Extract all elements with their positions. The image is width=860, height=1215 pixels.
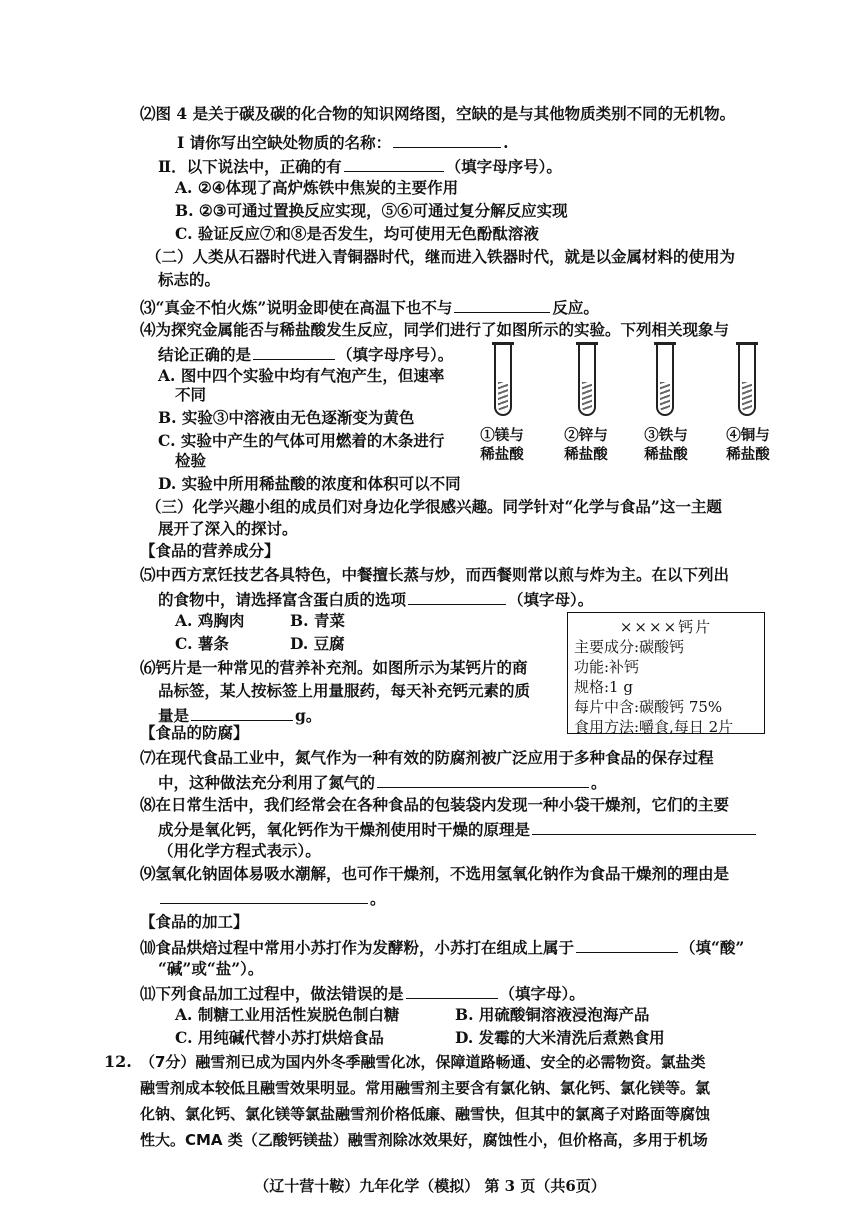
page-footer: （辽十营十鞍）九年化学（模拟） 第 3 页（共6页） <box>254 1177 606 1195</box>
q6-stem-line3: 量是 g。 <box>158 706 322 725</box>
q6-answer-blank[interactable] <box>191 704 293 721</box>
test-tube-1 <box>494 344 512 416</box>
q2-part-ii: Ⅱ．以下说法中，正确的有 （填字母序号）。 <box>158 157 562 176</box>
q11-option-a: A. 制糖工业用活性炭脱色制白糖 <box>175 1005 400 1024</box>
q8-stem-line1: ⑻在日常生活中，我们经常会在各种食品的包装袋内发现一种小袋干燥剂，它们的主要 <box>140 795 730 814</box>
q4-stem-line1: ⑷为探究金属能否与稀盐酸发生反应，同学们进行了如图所示的实验。下列相关现象与 <box>140 320 730 339</box>
q11-stem: ⑾下列食品加工过程中，做法错误的是 （填字母）。 <box>140 984 585 1003</box>
q2-option-b: B. ②③可通过置换反应实现，⑤⑥可通过复分解反应实现 <box>175 201 568 220</box>
q5-option-c: C. 薯条 <box>175 634 229 653</box>
calcium-label-ingredient: 主要成分:碳酸钙 <box>574 638 685 656</box>
calcium-label-title: ××××钙片 <box>619 618 713 636</box>
q7-stem-line1: ⑺在现代食品工业中，氮气作为一种有效的防腐剂被广泛应用于多种食品的保存过程 <box>140 748 714 767</box>
q7-stem-line2: 中，这种做法充分利用了氮气的 。 <box>158 773 607 792</box>
calcium-label-usage: 食用方法:嚼食,每日 2片 <box>574 718 734 736</box>
calcium-tablet-label <box>567 612 765 734</box>
q11-option-b: B. 用硫酸铜溶液浸泡海产品 <box>455 1005 650 1024</box>
q8-answer-blank[interactable] <box>532 818 756 835</box>
q8-stem-line3: （用化学方程式表示）。 <box>158 841 321 860</box>
q9-stem-line1: ⑼氢氧化钠固体易吸水潮解，也可作干燥剂，不选用氢氧化钠作为食品干燥剂的理由是 <box>140 864 730 883</box>
test-tube-4 <box>738 344 756 416</box>
q11-answer-blank[interactable] <box>406 982 498 999</box>
calcium-label-function: 功能:补钙 <box>574 658 640 676</box>
calcium-label-content: 每片中含:碳酸钙 75% <box>574 698 723 716</box>
q12-line2: 融雪剂成本较低且融雪效果明显。常用融雪剂主要含有氯化钠、氯化钙、氯化镁等。氯 <box>140 1079 711 1097</box>
heading-nutrition: 【食品的营养成分】 <box>140 541 280 560</box>
q5-option-d: D. 豆腐 <box>290 634 345 653</box>
tube-label-3: ③铁与 稀盐酸 <box>644 427 688 463</box>
q9-stem-line2: 。 <box>158 887 386 909</box>
q12-line1: （7分）融雪剂已成为国内外冬季融雪化冰，保障道路畅通、安全的必需物资。氯盐类 <box>140 1053 706 1071</box>
q4-answer-blank[interactable] <box>253 343 335 360</box>
q5-stem-line1: ⑸中西方烹饪技艺各具特色，中餐擅长蒸与炒，而西餐则常以煎与炸为主。在以下列出 <box>140 565 730 584</box>
q12-line3: 化钠、氯化钙、氯化镁等氯盐融雪剂价格低廉、融雪快，但其中的氯离子对路面等腐蚀 <box>140 1105 711 1123</box>
q6-stem-line2: 品标签，某人按标签上用量服药，每天补充钙元素的质 <box>158 681 531 700</box>
section2-intro-line1: （二）人类从石器时代进入青铜器时代，继而进入铁器时代，就是以金属材料的使用为 <box>146 247 736 266</box>
q2-part-i: Ⅰ 请你写出空缺处物质的名称： . <box>177 133 509 152</box>
q2-option-c: C. 验证反应⑦和⑧是否发生，均可使用无色酚酞溶液 <box>175 224 539 243</box>
q4-option-c-cont: 检验 <box>175 451 207 470</box>
q12-number: 12. <box>104 1052 132 1071</box>
q4-option-c: C. 实验中产生的气体可用燃着的木条进行 <box>158 431 445 450</box>
section2-intro-line2: 标志的。 <box>158 270 221 289</box>
q4-option-a: A. 图中四个实验中均有气泡产生，但速率 <box>158 366 445 385</box>
q4-option-b: B. 实验③中溶液由无色逐渐变为黄色 <box>158 408 415 427</box>
q12-line4: 性大。CMA 类（乙酸钙镁盐）融雪剂除冰效果好，腐蚀性小，但价格高，多用于机场 <box>140 1131 708 1149</box>
q5-option-b: B. 青菜 <box>290 611 345 630</box>
heading-processing: 【食品的加工】 <box>140 912 249 931</box>
q6-stem-line1: ⑹钙片是一种常见的营养补充剂。如图所示为某钙片的商 <box>140 658 528 677</box>
section3-intro-line2: 展开了深入的探讨。 <box>158 519 298 538</box>
q9-answer-blank[interactable] <box>160 887 368 904</box>
q4-option-d: D. 实验中所用稀盐酸的浓度和体积可以不同 <box>158 474 461 493</box>
section3-intro-line1: （三）化学兴趣小组的成员们对身边化学很感兴趣。同学针对“化学与食品”这一主题 <box>146 497 722 516</box>
q8-stem-line2: 成分是氧化钙，氧化钙作为干燥剂使用时干燥的原理是 <box>158 818 758 840</box>
q2-option-a: A. ②④体现了高炉炼铁中焦炭的主要作用 <box>175 178 459 197</box>
q4-option-a-cont: 不同 <box>175 385 207 404</box>
q5-stem-line2: 的食物中，请选择富含蛋白质的选项 （填字母）。 <box>158 590 594 609</box>
q4-stem-line2: 结论正确的是 （填字母序号）。 <box>158 345 454 364</box>
q11-option-c: C. 用纯碱代替小苏打烘焙食品 <box>175 1028 384 1047</box>
q3-answer-blank[interactable] <box>454 296 550 313</box>
tube-label-2: ②锌与 稀盐酸 <box>564 427 608 463</box>
q10-answer-blank[interactable] <box>576 936 678 953</box>
tube-label-4: ④铜与 稀盐酸 <box>726 427 770 463</box>
heading-preservation: 【食品的防腐】 <box>140 723 249 742</box>
q10-stem-line2: “碱”或“盐”）。 <box>158 959 264 978</box>
test-tube-2 <box>578 344 596 416</box>
q2-stem: ⑵图 4 是关于碳及碳的化合物的知识网络图，空缺的是与其他物质类别不同的无机物。 <box>140 104 736 123</box>
q2-i-answer-blank[interactable] <box>393 131 501 148</box>
q5-option-a: A. 鸡胸肉 <box>175 611 245 630</box>
q11-option-d: D. 发霉的大米清洗后煮熟食用 <box>455 1028 665 1047</box>
q2-ii-answer-blank[interactable] <box>344 155 444 172</box>
q5-answer-blank[interactable] <box>408 588 506 605</box>
q3: ⑶“真金不怕火炼”说明金即使在高温下也不与 反应。 <box>140 298 599 317</box>
tube-label-1: ①镁与 稀盐酸 <box>480 427 524 463</box>
q10-stem-line1: ⑽食品烘焙过程中常用小苏打作为发酵粉，小苏打在组成上属于 （填“酸” <box>140 938 745 957</box>
test-tube-3 <box>656 344 674 416</box>
q7-answer-blank[interactable] <box>377 771 589 788</box>
calcium-label-spec: 规格:1 g <box>574 678 633 696</box>
